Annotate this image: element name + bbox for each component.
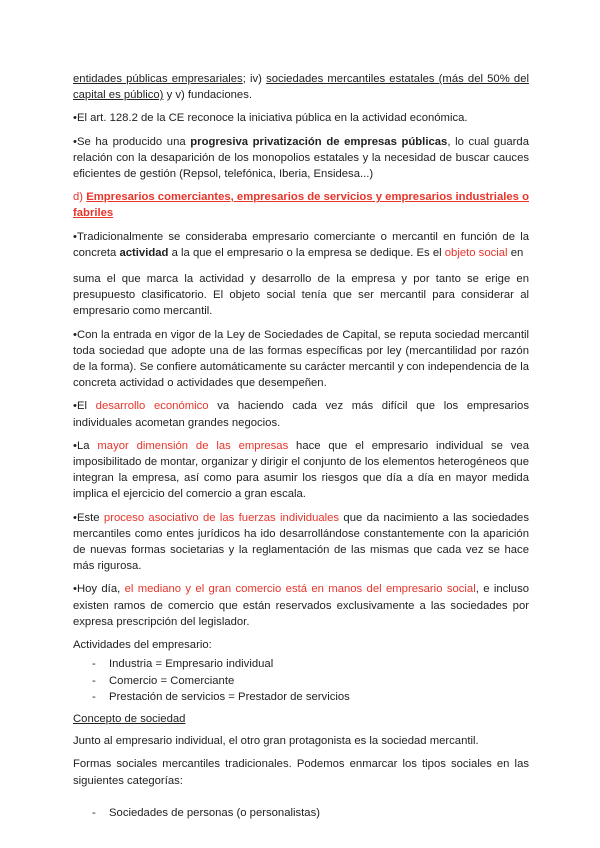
concepto-heading: Concepto de sociedad xyxy=(73,712,186,725)
paragraph-entidades: entidades públicas empresariales; iv) sociedades mercantiles estatales (más del 50% del capital es público) y v) fundaciones. xyxy=(73,73,529,102)
paragraph-desarrollo: •El desarrollo económico va haciendo cada vez más difícil que los empresarios individuales acometan grandes negocios. xyxy=(73,400,529,429)
highlight-text: objeto social xyxy=(444,246,508,259)
paragraph-art-128: •El art. 128.2 de la CE reconoce la iniciativa pública en la actividad económica. xyxy=(73,112,468,125)
paragraph-asociativo: •Este proceso asociativo de las fuerzas individuales que da nacimiento a las sociedades mercantiles como entes jurídicos ha ido desarrollándose constantemente con la aparición de nuevas formas societarias y la reglamentación de las mismas que cada vez se hace más rigurosa. xyxy=(73,511,529,573)
paragraph-objeto-social: suma el que marca la actividad y desarrollo de la empresa y por tanto se erige en presupuesto clasificatorio. El objeto social tenía que ser mercantil para considerar al empresario como mercantil. xyxy=(73,273,529,318)
list-item: - Prestación de servicios = Prestador de servicios xyxy=(92,690,350,703)
actividades-title: Actividades del empresario: xyxy=(73,639,212,652)
section-heading-text: Empresarios comerciantes, empresarios de servicios y empresarios industriales o fabriles xyxy=(73,191,529,220)
paragraph-dimension: •La mayor dimensión de las empresas hace que el empresario individual se vea imposibilitado de montar, organizar y dirigir el conjunto de los elementos heterogéneos que integran la empresa, así como para asumir los riesgos que día a día en mayor medida implica el ejercicio del comercio a gran escala. xyxy=(73,439,529,501)
paragraph-tradicionalmente: •Tradicionalmente se consideraba empresario comerciante o mercantil en función de la concreta actividad a la que el empresario o la empresa se dedique. Es el objeto social en xyxy=(73,230,529,259)
highlight-text: mayor dimensión de las empresas xyxy=(97,439,289,452)
bold-text: progresiva privatización de empresas públicas xyxy=(190,135,448,148)
paragraph-formas: Formas sociales mercantiles tradicionales. Podemos enmarcar los tipos sociales en las siguientes categorías: xyxy=(73,758,529,787)
paragraph-hoy-dia: •Hoy día, el mediano y el gran comercio está en manos del empresario social, e incluso existen ramos de comercio que están reservados exclusivamente a las sociedades por expresa prescripción del legislador. xyxy=(73,583,529,628)
actividades-list xyxy=(73,656,529,705)
paragraph-privatizacion: •Se ha producido una progresiva privatización de empresas públicas, lo cual guarda relación con la desaparición de los monopolios estatales y la necesidad de buscar cauces eficientes de gestión (Repsol, telefónica, Iberia, Ensidesa...) xyxy=(73,135,529,181)
document-page xyxy=(73,71,529,827)
underlined-text: entidades públicas empresariales xyxy=(73,73,243,85)
list-item: - Industria = Empresario individual xyxy=(92,658,274,671)
highlight-text: desarrollo económico xyxy=(95,400,209,413)
highlight-text: el mediano y el gran comercio está en manos del empresario social xyxy=(124,583,476,596)
paragraph-ley-sociedades: •Con la entrada en vigor de la Ley de Sociedades de Capital, se reputa sociedad mercantil toda sociedad que adopte una de las formas específicas por ley (mercantilidad por razón de la forma). Se confiere automáticamente su carácter mercantil y con independencia de la concreta actividad o actividades que desempeñen. xyxy=(73,328,529,390)
underlined-text: sociedades mercantiles estatales (más del 50% del capital es público) xyxy=(73,73,529,102)
paragraph-junto: Junto al empresario individual, el otro gran protagonista es la sociedad mercantil. xyxy=(73,735,479,748)
section-heading-d: d) Empresarios comerciantes, empresarios de servicios y empresarios industriales o fabriles xyxy=(73,191,529,220)
list-item: - Sociedades de personas (o personalistas) xyxy=(92,806,321,819)
list-item: - Comercio = Comerciante xyxy=(92,674,235,687)
highlight-text: proceso asociativo de las fuerzas individuales xyxy=(103,511,340,524)
bold-text: actividad xyxy=(119,246,169,259)
sociedades-list xyxy=(73,805,529,821)
